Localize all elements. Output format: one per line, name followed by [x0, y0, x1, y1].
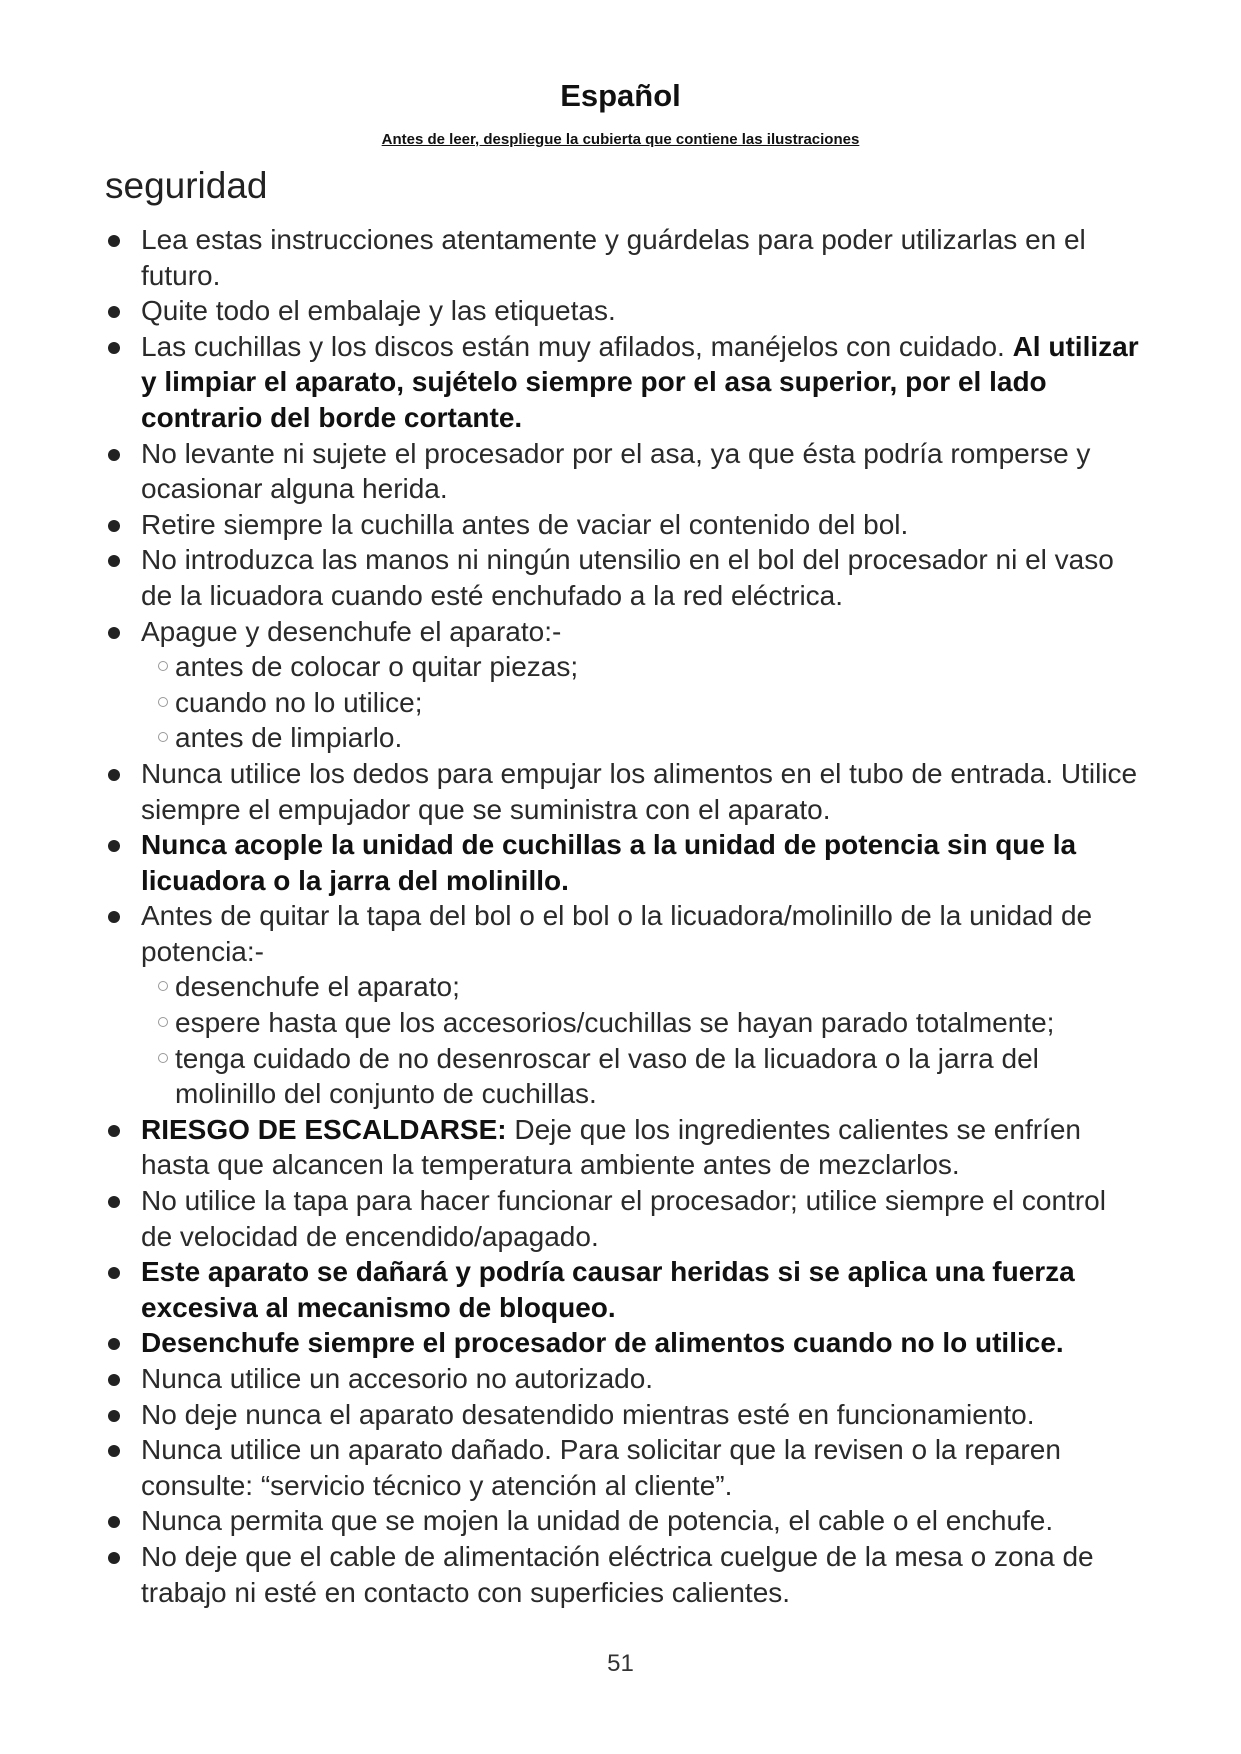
sub-list-item: tenga cuidado de no desenroscar el vaso de la licuadora o la jarra del molinillo del conjunto de cuchillas. — [141, 1041, 1140, 1112]
list-item: No introduzca las manos ni ningún utensilio en el bol del procesador ni el vaso de la licuadora cuando esté enchufado a la red eléctrica. — [105, 542, 1140, 613]
section-title: seguridad — [105, 165, 268, 206]
list-item: Las cuchillas y los discos están muy afilados, manéjelos con cuidado. Al utilizar y limpiar el aparato, sujételo siempre por el asa superior, por el lado contrario del borde cortante. — [105, 329, 1140, 436]
list-item: No levante ni sujete el procesador por el asa, ya que ésta podría romperse y ocasionar alguna herida. — [105, 436, 1140, 507]
list-item: Nunca utilice un accesorio no autorizado. — [105, 1361, 1140, 1397]
list-item: Nunca utilice los dedos para empujar los alimentos en el tubo de entrada. Utilice siempre el empujador que se suministra con el aparato. — [105, 756, 1140, 827]
list-item: Lea estas instrucciones atentamente y guárdelas para poder utilizarlas en el futuro. — [105, 222, 1140, 293]
list-item: No deje que el cable de alimentación eléctrica cuelgue de la mesa o zona de trabajo ni esté en contacto con superficies calientes. — [105, 1539, 1140, 1610]
sub-list — [141, 649, 1140, 756]
page-number: 51 — [607, 1650, 634, 1677]
list-item: Nunca acople la unidad de cuchillas a la unidad de potencia sin que la licuadora o la jarra del molinillo. — [105, 827, 1140, 898]
list-item: No utilice la tapa para hacer funcionar el procesador; utilice siempre el control de velocidad de encendido/apagado. — [105, 1183, 1140, 1254]
instruction-note — [0, 131, 1241, 148]
list-item: Nunca permita que se mojen la unidad de potencia, el cable o el enchufe. — [105, 1503, 1140, 1539]
list-item: No deje nunca el aparato desatendido mientras esté en funcionamiento. — [105, 1397, 1140, 1433]
list-item: Antes de quitar la tapa del bol o el bol o la licuadora/molinillo de la unidad de potencia:- desenchufe el aparato; espere hasta que los accesorios/cuchillas se hayan parado totalmente; tenga cuidado de no desenroscar el vaso de la licuadora o la jarra del molinillo del conjunto de cuchillas. — [105, 898, 1140, 1112]
safety-list — [105, 222, 1140, 1610]
list-item: Este aparato se dañará y podría causar heridas si se aplica una fuerza excesiva al mecanismo de bloqueo. — [105, 1254, 1140, 1325]
sub-list-item: espere hasta que los accesorios/cuchillas se hayan parado totalmente; — [141, 1005, 1140, 1041]
sub-list-item: antes de limpiarlo. — [141, 720, 1140, 756]
list-item: Nunca utilice un aparato dañado. Para solicitar que la revisen o la reparen consulte: “servicio técnico y atención al cliente”. — [105, 1432, 1140, 1503]
sub-list-item: cuando no lo utilice; — [141, 685, 1140, 721]
sub-list — [141, 969, 1140, 1111]
list-item: Apague y desenchufe el aparato:- antes de colocar o quitar piezas; cuando no lo utilice; antes de limpiarlo. — [105, 614, 1140, 756]
list-item: Retire siempre la cuchilla antes de vaciar el contenido del bol. — [105, 507, 1140, 543]
sub-list-item: antes de colocar o quitar piezas; — [141, 649, 1140, 685]
instruction-note-text: Antes de leer, despliegue la cubierta que contiene las ilustraciones — [381, 131, 860, 148]
list-item: Quite todo el embalaje y las etiquetas. — [105, 293, 1140, 329]
language-heading: Español — [560, 78, 681, 113]
sub-list-item: desenchufe el aparato; — [141, 969, 1140, 1005]
list-item: RIESGO DE ESCALDARSE: Deje que los ingredientes calientes se enfríen hasta que alcancen la temperatura ambiente antes de mezclarlos. — [105, 1112, 1140, 1183]
list-item: Desenchufe siempre el procesador de alimentos cuando no lo utilice. — [105, 1325, 1140, 1361]
